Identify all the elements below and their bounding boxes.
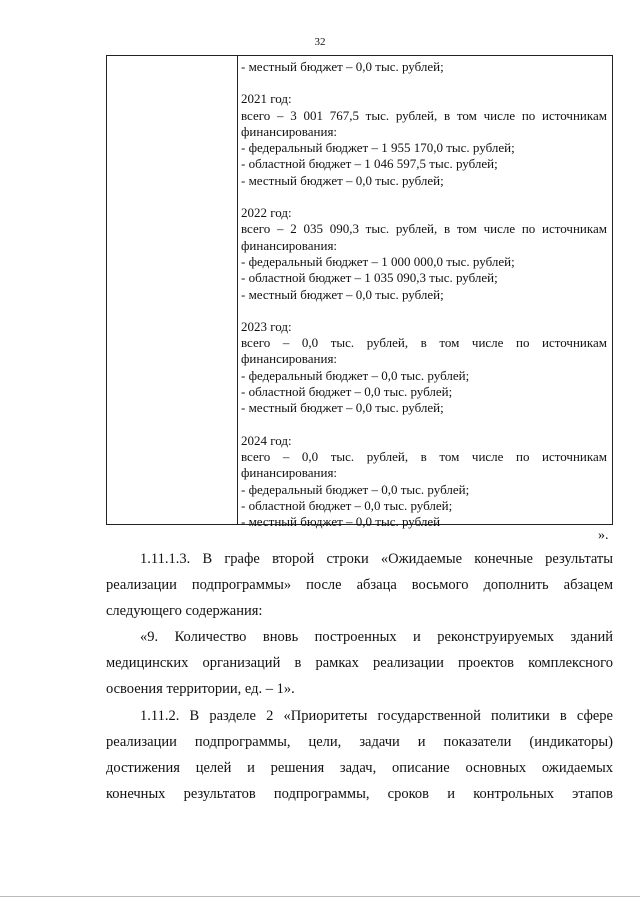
budget-line: - местный бюджет – 0,0 тыс. рублей; (241, 172, 444, 188)
budget-line: - федеральный бюджет – 0,0 тыс. рублей; (241, 367, 470, 383)
page-bottom-rule (0, 896, 640, 897)
budget-line: финансирования: (241, 237, 338, 253)
budget-line: - областной бюджет – 1 035 090,3 тыс. рублей; (241, 270, 498, 286)
cell-spacer (241, 417, 607, 433)
paragraph-line: 1.11.1.3. В графе второй строки «Ожидаемые конечные результаты (140, 551, 613, 567)
paragraph-line: достижения целей и решения задач, описание основных ожидаемых (106, 760, 613, 776)
cell-spacer (241, 303, 607, 319)
paragraph-line: реализации подпрограммы» после абзаца восьмого дополнить абзацем (106, 577, 613, 593)
cell-spacer (241, 189, 607, 205)
table-column-divider (237, 56, 238, 524)
budget-line: 2023 год: (241, 318, 292, 334)
budget-line: финансирования: (241, 465, 338, 481)
cell-spacer (241, 75, 607, 91)
budget-line: 2022 год: (241, 205, 292, 221)
budget-line: 2021 год: (241, 91, 292, 107)
budget-table-right-cell (241, 59, 607, 530)
budget-line: - местный бюджет – 0,0 тыс. рублей; (241, 59, 444, 74)
paragraph-line: медицинских организаций в рамках реализации проектов комплексного (106, 655, 613, 671)
budget-line: - федеральный бюджет – 1 955 170,0 тыс. рублей; (241, 140, 515, 156)
closing-quote: ». (598, 528, 609, 543)
budget-line: - федеральный бюджет – 0,0 тыс. рублей; (241, 481, 470, 497)
budget-line: - областной бюджет – 0,0 тыс. рублей; (241, 497, 453, 513)
paragraph-line: следующего содержания: (106, 603, 263, 619)
budget-line: - местный бюджет – 0,0 тыс. рублей (241, 514, 441, 530)
budget-line: финансирования: (241, 123, 338, 139)
paragraph-amendment-1-11-1-3 (106, 546, 613, 624)
budget-line: всего – 0,0 тыс. рублей, в том числе по источникам (241, 335, 607, 351)
budget-line: финансирования: (241, 351, 338, 367)
paragraph-item-9 (106, 624, 613, 702)
budget-line: - федеральный бюджет – 1 000 000,0 тыс. рублей; (241, 253, 515, 269)
budget-line: всего – 0,0 тыс. рублей, в том числе по источникам (241, 448, 607, 464)
paragraph-line: 1.11.2. В разделе 2 «Приоритеты государственной политики в сфере (140, 708, 613, 724)
budget-line: всего – 2 035 090,3 тыс. рублей, в том числе по источникам (241, 221, 607, 237)
paragraph-line: конечных результатов подпрограммы, сроков и контрольных этапов (106, 786, 613, 802)
paragraph-line: освоения территории, ед. – 1». (106, 681, 295, 697)
paragraph-line: «9. Количество вновь построенных и реконструируемых зданий (140, 629, 613, 645)
budget-line: 2024 год: (241, 432, 292, 448)
budget-line: - местный бюджет – 0,0 тыс. рублей; (241, 286, 444, 302)
budget-line: - областной бюджет – 0,0 тыс. рублей; (241, 384, 453, 400)
paragraph-line: реализации подпрограммы, цели, задачи и показатели (индикаторы) (106, 734, 613, 750)
budget-line: - областной бюджет – 1 046 597,5 тыс. рублей; (241, 156, 498, 172)
budget-line: всего – 3 001 767,5 тыс. рублей, в том числе по источникам (241, 107, 607, 123)
budget-line: - местный бюджет – 0,0 тыс. рублей; (241, 400, 444, 416)
paragraph-amendment-1-11-2 (106, 703, 613, 807)
page-number: 32 (314, 36, 326, 48)
